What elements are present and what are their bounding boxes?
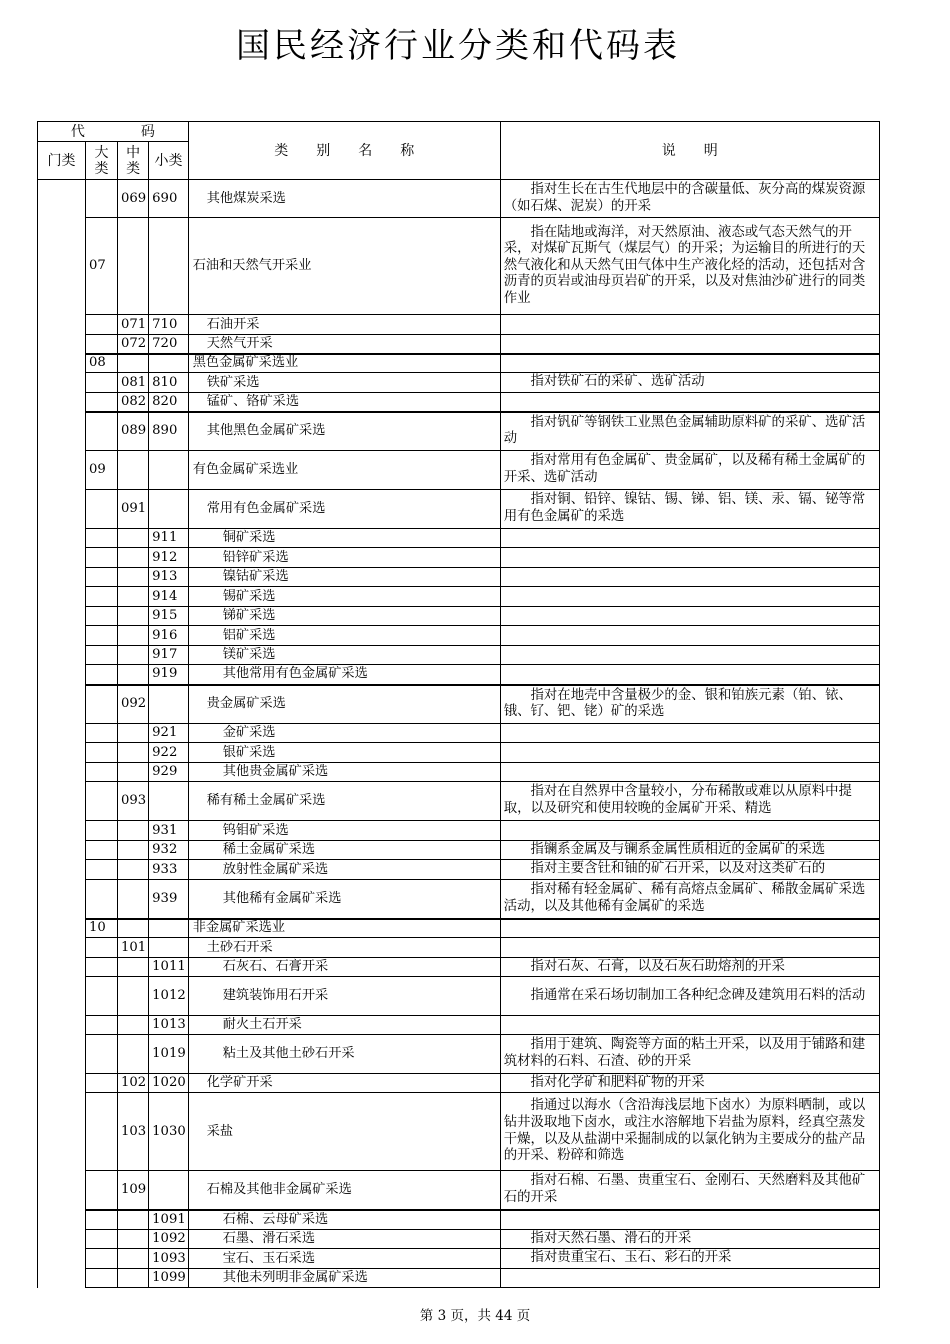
description-cell (500, 335, 879, 354)
major-code-cell: 07 (86, 218, 118, 315)
medium-code-cell (118, 724, 149, 743)
category-name-cell: 石油和天然气开采业 (188, 218, 500, 315)
category-name-cell: 钨钼矿采选 (188, 821, 500, 841)
category-name-cell: 稀土金属矿采选 (188, 841, 500, 860)
major-code-cell (86, 335, 118, 354)
table-row (38, 354, 880, 373)
category-name-cell: 石棉、云母矿采选 (188, 1210, 500, 1230)
major-code-cell: 08 (86, 354, 118, 373)
minor-code-cell: 810 (149, 373, 189, 393)
description-cell: 指对铜、铅锌、镍钴、锡、锑、铝、镁、汞、镉、铋等常用有色金属矿的采选 (500, 490, 879, 529)
description-cell (500, 821, 879, 841)
description-cell: 指对在自然界中含量较小，分布稀散或难以从原料中提取，以及研究和使用较晚的金属矿开采、精选 (500, 782, 879, 821)
category-name-cell: 非金属矿采选业 (188, 919, 500, 938)
minor-code-cell: 720 (149, 335, 189, 354)
category-name-cell: 锑矿采选 (188, 607, 500, 626)
major-code-cell (86, 743, 118, 763)
table-row (38, 743, 880, 763)
medium-code-cell: 072 (118, 335, 149, 354)
major-code-cell (86, 315, 118, 335)
description-cell: 指对贵重宝石、玉石、彩石的开采 (500, 1249, 879, 1269)
minor-code-cell: 919 (149, 665, 189, 685)
minor-code-cell: 1011 (149, 958, 189, 977)
major-code-cell (86, 1210, 118, 1230)
category-name-cell: 石灰石、石膏开采 (188, 958, 500, 977)
category-name-cell: 锰矿、铬矿采选 (188, 393, 500, 412)
description-cell (500, 919, 879, 938)
major-code-cell (86, 938, 118, 958)
description-cell (500, 1269, 879, 1288)
minor-code-cell: 1013 (149, 1016, 189, 1035)
description-cell (500, 938, 879, 958)
category-name-cell: 有色金属矿采选业 (188, 451, 500, 490)
medium-code-cell (118, 743, 149, 763)
category-name-cell: 常用有色金属矿采选 (188, 490, 500, 529)
category-name-cell: 铅锌矿采选 (188, 548, 500, 568)
category-name-cell: 稀有稀土金属矿采选 (188, 782, 500, 821)
minor-code-cell: 1012 (149, 977, 189, 1016)
medium-code-cell (118, 977, 149, 1016)
minor-code-cell: 1030 (149, 1093, 189, 1171)
table-row (38, 665, 880, 685)
minor-code-cell: 1091 (149, 1210, 189, 1230)
table-row (38, 568, 880, 587)
description-cell (500, 724, 879, 743)
major-code-cell (86, 1035, 118, 1074)
table-row (38, 724, 880, 743)
medium-code-cell: 081 (118, 373, 149, 393)
description-cell (500, 529, 879, 548)
medium-code-cell (118, 958, 149, 977)
major-code-cell (86, 1269, 118, 1288)
description-cell: 指通常在采石场切制加工各种纪念碑及建筑用石料的活动 (500, 977, 879, 1016)
major-code-cell (86, 373, 118, 393)
door-cell (38, 180, 86, 1288)
category-name-cell: 采盐 (188, 1093, 500, 1171)
table-row (38, 1074, 880, 1093)
table-row (38, 393, 880, 412)
table-row (38, 763, 880, 782)
major-code-cell (86, 490, 118, 529)
table-row (38, 335, 880, 354)
table-row (38, 1035, 880, 1074)
medium-code-cell (118, 1035, 149, 1074)
page-footer: 第 3 页，共 44 页 (419, 1308, 531, 1324)
minor-code-cell: 921 (149, 724, 189, 743)
medium-code-cell (118, 665, 149, 685)
description-cell: 指对在地壳中含量极少的金、银和铂族元素（铂、铱、锇、钌、钯、铑）矿的采选 (500, 685, 879, 724)
medium-code-cell (118, 763, 149, 782)
major-code-cell (86, 180, 118, 218)
major-code-cell: 10 (86, 919, 118, 938)
minor-code-cell: 912 (149, 548, 189, 568)
description-cell: 指对石灰、石膏，以及石灰石助熔剂的开采 (500, 958, 879, 977)
minor-code-cell: 690 (149, 180, 189, 218)
medium-code-cell (118, 354, 149, 373)
category-name-cell: 建筑装饰用石开采 (188, 977, 500, 1016)
medium-code-cell (118, 626, 149, 646)
page-title: 国民经济行业分类和代码表 (236, 26, 680, 66)
header-row-1 (38, 122, 880, 142)
table-row (38, 490, 880, 529)
description-cell: 指对化学矿和肥料矿物的开采 (500, 1074, 879, 1093)
table-row (38, 860, 880, 880)
minor-code-cell: 710 (149, 315, 189, 335)
door-col-header: 门类 (38, 142, 86, 180)
minor-code-cell: 915 (149, 607, 189, 626)
description-cell: 指镧系金属及与镧系金属性质相近的金属矿的采选 (500, 841, 879, 860)
table-row (38, 315, 880, 335)
minor-code-cell (149, 685, 189, 724)
category-name-cell: 铝矿采选 (188, 626, 500, 646)
minor-code-cell: 1019 (149, 1035, 189, 1074)
table-row (38, 821, 880, 841)
major-code-cell (86, 1093, 118, 1171)
medium-code-cell (118, 1016, 149, 1035)
category-name-cell: 天然气开采 (188, 335, 500, 354)
major-code-cell (86, 1171, 118, 1210)
table-row (38, 685, 880, 724)
description-cell (500, 607, 879, 626)
major-code-cell (86, 646, 118, 665)
medium-col-header: 中类 (118, 142, 149, 180)
medium-code-cell (118, 529, 149, 548)
medium-code-cell (118, 548, 149, 568)
major-code-cell (86, 958, 118, 977)
medium-code-cell: 071 (118, 315, 149, 335)
minor-code-cell: 1093 (149, 1249, 189, 1269)
major-col-header: 大类 (86, 142, 118, 180)
description-cell: 指对天然石墨、滑石的开采 (500, 1230, 879, 1249)
medium-code-cell (118, 646, 149, 665)
category-name-cell: 石棉及其他非金属矿采选 (188, 1171, 500, 1210)
table-row (38, 1093, 880, 1171)
minor-code-cell: 917 (149, 646, 189, 665)
table-row (38, 587, 880, 607)
major-code-cell: 09 (86, 451, 118, 490)
minor-code-cell: 922 (149, 743, 189, 763)
description-cell (500, 315, 879, 335)
category-name-cell: 放射性金属矿采选 (188, 860, 500, 880)
medium-code-cell: 069 (118, 180, 149, 218)
description-cell (500, 665, 879, 685)
medium-code-cell (118, 1210, 149, 1230)
category-name-cell: 其他常用有色金属矿采选 (188, 665, 500, 685)
minor-code-cell: 1092 (149, 1230, 189, 1249)
major-code-cell (86, 568, 118, 587)
category-name-cell: 黑色金属矿采选业 (188, 354, 500, 373)
minor-code-cell: 913 (149, 568, 189, 587)
major-code-cell (86, 529, 118, 548)
medium-code-cell (118, 587, 149, 607)
minor-code-cell: 939 (149, 880, 189, 919)
minor-code-cell: 933 (149, 860, 189, 880)
description-cell (500, 548, 879, 568)
major-code-cell (86, 607, 118, 626)
category-name-cell: 镍钴矿采选 (188, 568, 500, 587)
minor-code-cell (149, 1171, 189, 1210)
major-code-cell (86, 860, 118, 880)
medium-code-cell: 091 (118, 490, 149, 529)
minor-code-cell (149, 938, 189, 958)
description-cell (500, 626, 879, 646)
category-name-cell: 其他煤炭采选 (188, 180, 500, 218)
minor-code-cell (149, 782, 189, 821)
description-cell (500, 743, 879, 763)
description-cell: 指通过以海水（含沿海浅层地下卤水）为原料晒制，或以钻井汲取地下卤水，或注水溶解地下岩盐为原料，经真空蒸发干燥，以及从盐湖中采掘制成的以氯化钠为主要成分的盐产品的开采、粉碎和筛选 (500, 1093, 879, 1171)
major-code-cell (86, 1230, 118, 1249)
medium-code-cell (118, 1269, 149, 1288)
medium-code-cell: 082 (118, 393, 149, 412)
minor-code-cell: 916 (149, 626, 189, 646)
major-code-cell (86, 548, 118, 568)
minor-code-cell: 914 (149, 587, 189, 607)
major-code-cell (86, 1016, 118, 1035)
minor-code-cell (149, 490, 189, 529)
description-cell: 指用于建筑、陶瓷等方面的粘土开采，以及用于铺路和建筑材料的石料、石渣、砂的开采 (500, 1035, 879, 1074)
table-row (38, 218, 880, 315)
major-code-cell (86, 763, 118, 782)
major-code-cell (86, 841, 118, 860)
category-name-cell: 粘土及其他土砂石开采 (188, 1035, 500, 1074)
minor-col-header: 小类 (149, 142, 189, 180)
major-code-cell (86, 977, 118, 1016)
medium-code-cell: 109 (118, 1171, 149, 1210)
major-code-cell (86, 724, 118, 743)
medium-code-cell: 093 (118, 782, 149, 821)
category-name-cell: 银矿采选 (188, 743, 500, 763)
minor-code-cell (149, 919, 189, 938)
medium-code-cell (118, 1249, 149, 1269)
category-name-cell: 其他稀有金属矿采选 (188, 880, 500, 919)
table-row (38, 373, 880, 393)
table-row (38, 646, 880, 665)
category-name-cell: 镁矿采选 (188, 646, 500, 665)
minor-code-cell: 890 (149, 412, 189, 451)
major-code-cell (86, 626, 118, 646)
major-code-cell (86, 587, 118, 607)
industry-code-table (37, 121, 880, 1288)
description-cell (500, 1210, 879, 1230)
minor-code-cell: 1020 (149, 1074, 189, 1093)
minor-code-cell (149, 218, 189, 315)
category-name-cell: 其他黑色金属矿采选 (188, 412, 500, 451)
description-cell: 指对稀有轻金属矿、稀有高熔点金属矿、稀散金属矿采选活动，以及其他稀有金属矿的采选 (500, 880, 879, 919)
description-cell: 指对铁矿石的采矿、选矿活动 (500, 373, 879, 393)
medium-code-cell: 092 (118, 685, 149, 724)
category-name-cell: 金矿采选 (188, 724, 500, 743)
minor-code-cell: 931 (149, 821, 189, 841)
table-row (38, 1230, 880, 1249)
table-row (38, 412, 880, 451)
description-cell: 指对主要含钍和铀的矿石开采，以及对这类矿石的 (500, 860, 879, 880)
description-cell (500, 354, 879, 373)
description-cell: 指对石棉、石墨、贵重宝石、金刚石、天然磨料及其他矿石的开采 (500, 1171, 879, 1210)
category-name-cell: 耐火土石开采 (188, 1016, 500, 1035)
minor-code-cell (149, 451, 189, 490)
table-row (38, 1171, 880, 1210)
medium-code-cell: 101 (118, 938, 149, 958)
medium-code-cell (118, 1230, 149, 1249)
category-name-cell: 其他未列明非金属矿采选 (188, 1269, 500, 1288)
major-code-cell (86, 821, 118, 841)
minor-code-cell: 820 (149, 393, 189, 412)
table-row (38, 958, 880, 977)
table-row (38, 977, 880, 1016)
category-name-cell: 化学矿开采 (188, 1074, 500, 1093)
table-row (38, 451, 880, 490)
category-name-cell: 石油开采 (188, 315, 500, 335)
medium-code-cell: 102 (118, 1074, 149, 1093)
category-name-header: 类 别 名 称 (188, 122, 500, 180)
table-row (38, 938, 880, 958)
minor-code-cell: 932 (149, 841, 189, 860)
major-code-cell (86, 880, 118, 919)
medium-code-cell (118, 860, 149, 880)
medium-code-cell (118, 451, 149, 490)
major-code-cell (86, 393, 118, 412)
category-name-cell: 土砂石开采 (188, 938, 500, 958)
description-cell (500, 587, 879, 607)
category-name-cell: 铜矿采选 (188, 529, 500, 548)
description-cell (500, 568, 879, 587)
table-row (38, 180, 880, 218)
medium-code-cell (118, 821, 149, 841)
category-name-cell: 锡矿采选 (188, 587, 500, 607)
medium-code-cell (118, 841, 149, 860)
description-cell (500, 646, 879, 665)
category-name-cell: 石墨、滑石采选 (188, 1230, 500, 1249)
category-name-cell: 铁矿采选 (188, 373, 500, 393)
table-row (38, 626, 880, 646)
table-row (38, 1016, 880, 1035)
table-row (38, 607, 880, 626)
description-cell (500, 393, 879, 412)
minor-code-cell: 929 (149, 763, 189, 782)
description-cell: 指在陆地或海洋，对天然原油、液态或气态天然气的开采，对煤矿瓦斯气（煤层气）的开采；为运输目的所进行的天然气液化和从天然气田气体中生产液化烃的活动，还包括对含沥青的页岩或油母页岩矿的开采，以及对焦油沙矿进行的同类作业 (500, 218, 879, 315)
description-cell: 指对钒矿等钢铁工业黑色金属辅助原料矿的采矿、选矿活动 (500, 412, 879, 451)
medium-code-cell (118, 218, 149, 315)
medium-code-cell: 103 (118, 1093, 149, 1171)
table-row (38, 919, 880, 938)
category-name-cell: 宝石、玉石采选 (188, 1249, 500, 1269)
major-code-cell (86, 1249, 118, 1269)
major-code-cell (86, 1074, 118, 1093)
description-cell (500, 763, 879, 782)
code-group-header: 代 码 (38, 122, 189, 142)
medium-code-cell (118, 568, 149, 587)
minor-code-cell: 911 (149, 529, 189, 548)
table-row (38, 548, 880, 568)
medium-code-cell (118, 607, 149, 626)
medium-code-cell: 089 (118, 412, 149, 451)
table-row (38, 1269, 880, 1288)
table-row (38, 880, 880, 919)
table-row (38, 529, 880, 548)
major-code-cell (86, 412, 118, 451)
major-code-cell (86, 685, 118, 724)
description-cell: 指对常用有色金属矿、贵金属矿，以及稀有稀土金属矿的开采、选矿活动 (500, 451, 879, 490)
table-row (38, 1210, 880, 1230)
medium-code-cell (118, 880, 149, 919)
table-row (38, 841, 880, 860)
minor-code-cell: 1099 (149, 1269, 189, 1288)
description-cell: 指对生长在古生代地层中的含碳量低、灰分高的煤炭资源（如石煤、泥炭）的开采 (500, 180, 879, 218)
description-header: 说 明 (500, 122, 879, 180)
major-code-cell (86, 782, 118, 821)
category-name-cell: 其他贵金属矿采选 (188, 763, 500, 782)
medium-code-cell (118, 919, 149, 938)
minor-code-cell (149, 354, 189, 373)
description-cell (500, 1016, 879, 1035)
table-row (38, 1249, 880, 1269)
major-code-cell (86, 665, 118, 685)
category-name-cell: 贵金属矿采选 (188, 685, 500, 724)
table-row (38, 782, 880, 821)
